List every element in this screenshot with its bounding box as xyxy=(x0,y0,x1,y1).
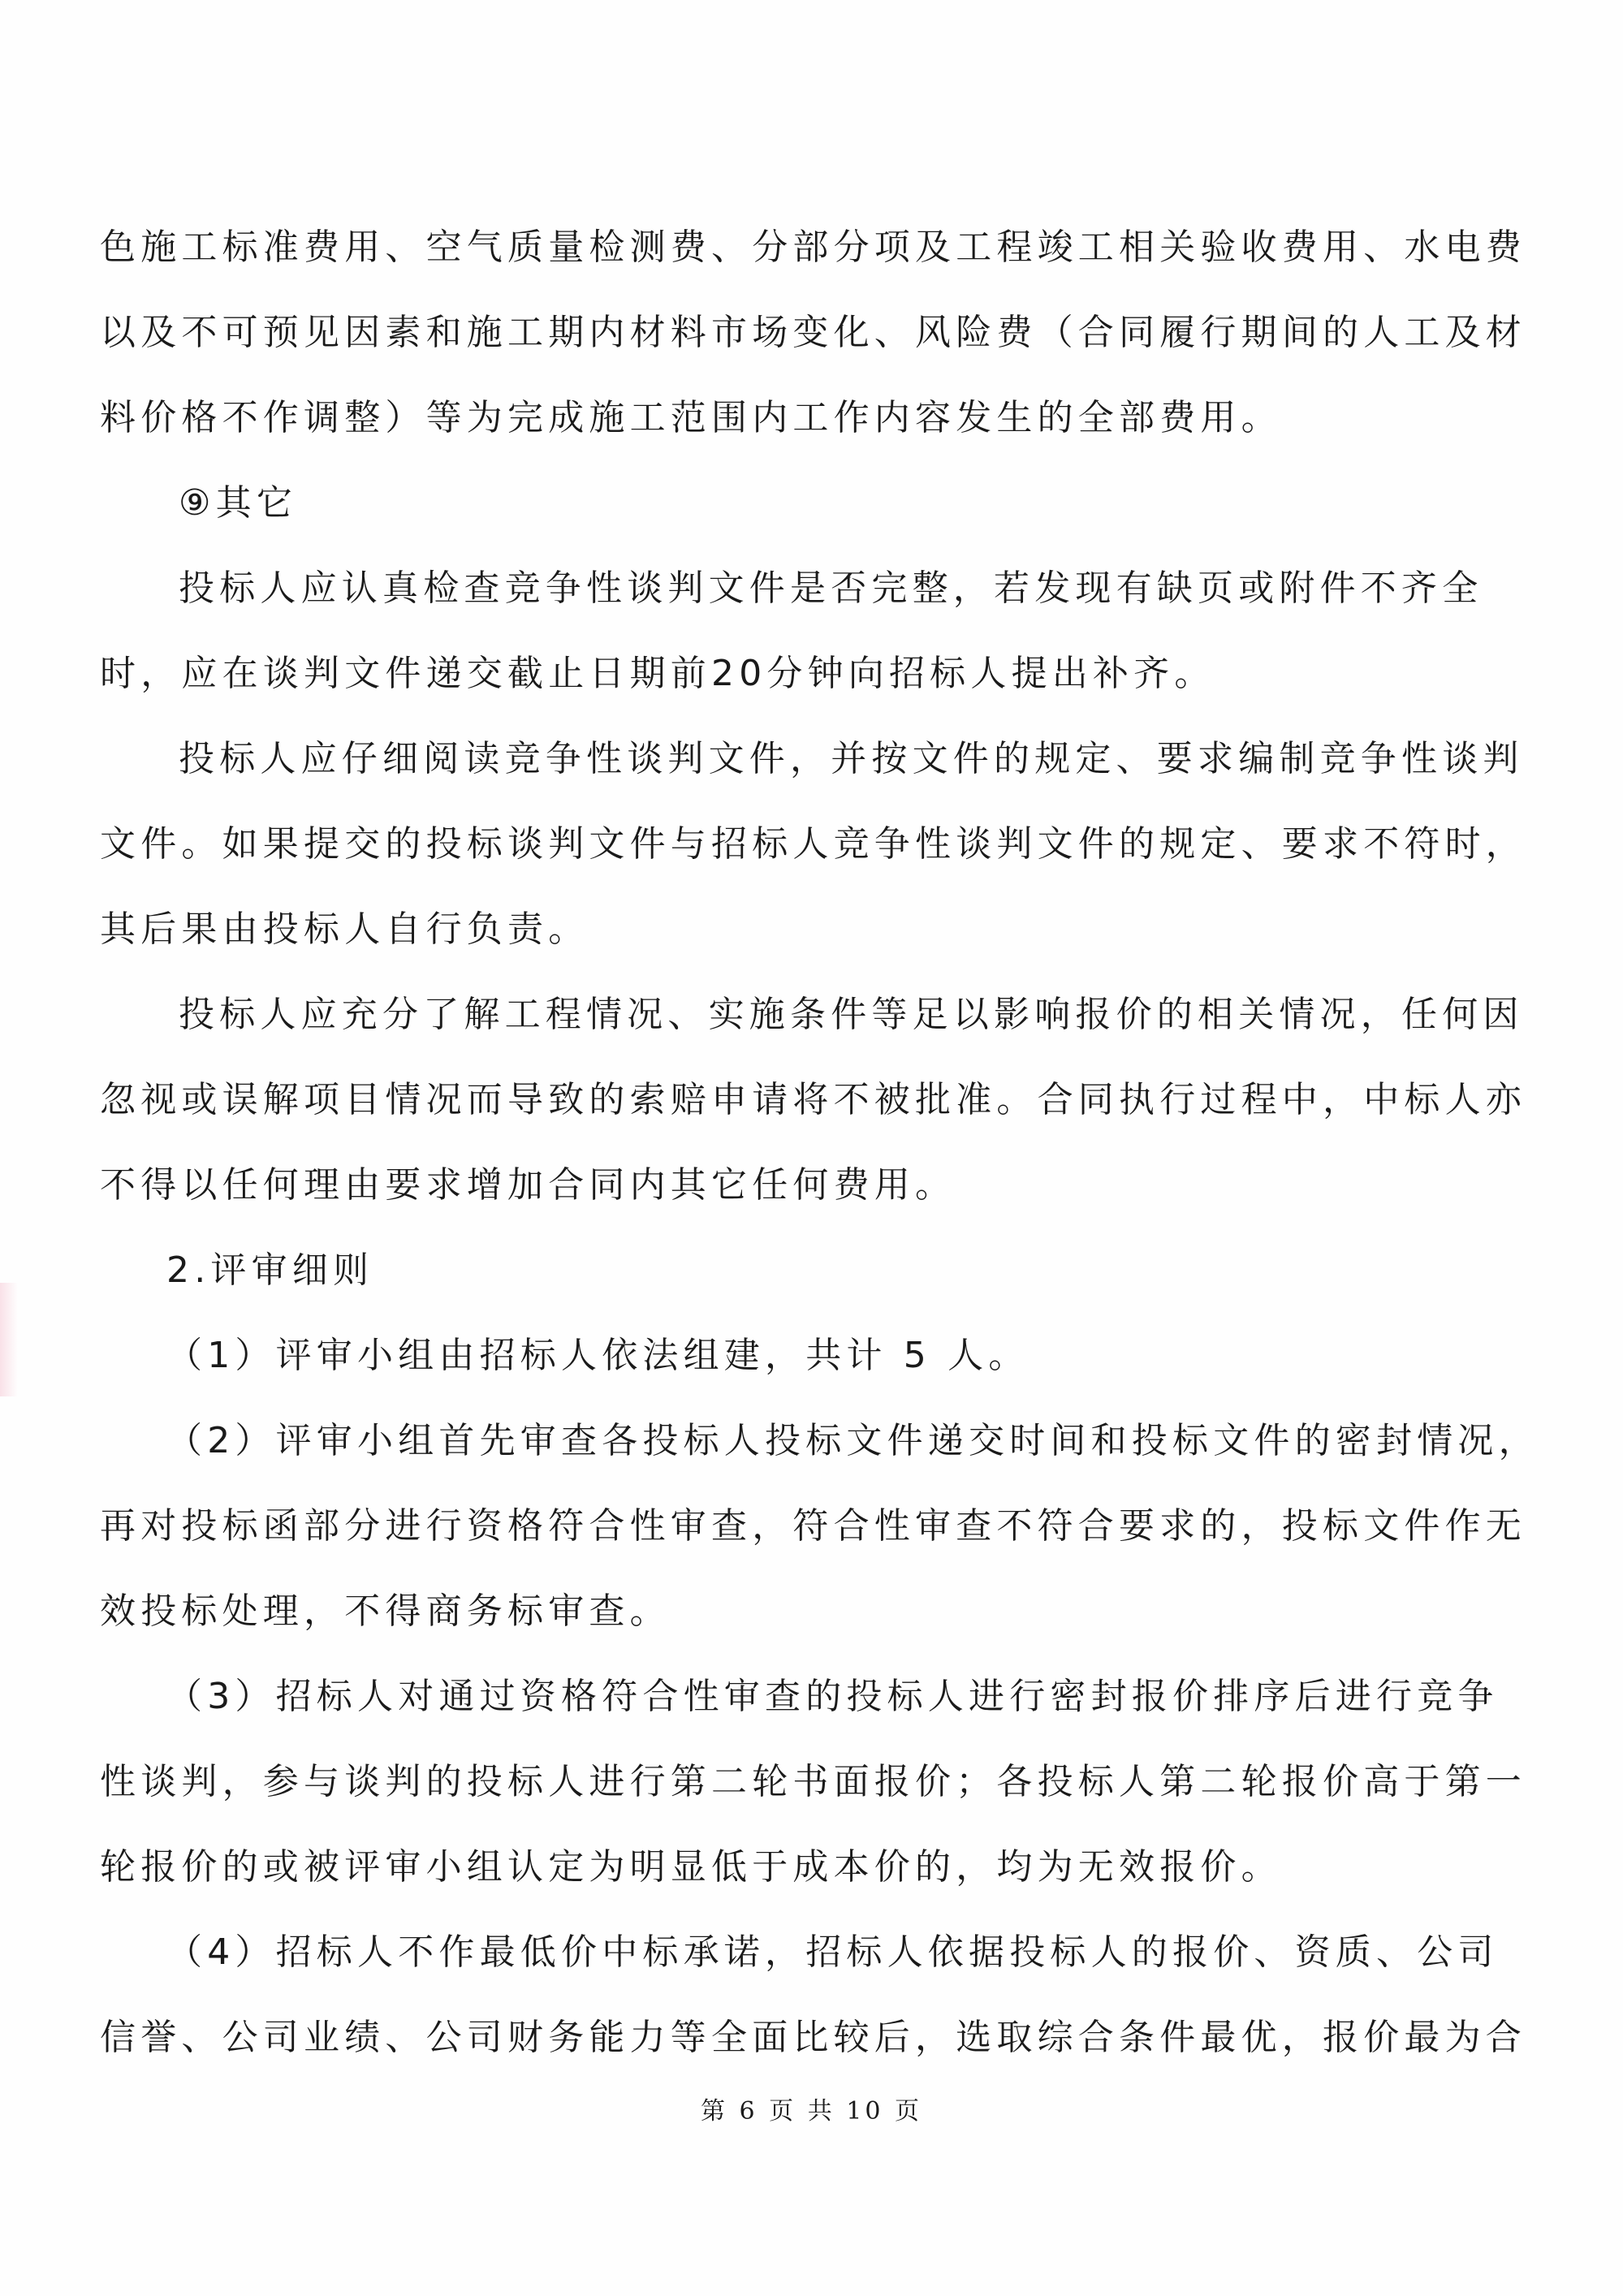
text-line: （4）招标人不作最低价中标承诺，招标人依据投标人的报价、资质、公司 xyxy=(166,1931,1499,1973)
text-line: 不得以任何理由要求增加合同内其它任何费用。 xyxy=(100,1164,956,1206)
text-line: （2）评审小组首先审查各投标人投标文件递交时间和投标文件的密封情况， xyxy=(166,1420,1539,1461)
text-line: 性谈判，参与谈判的投标人进行第二轮书面报价；各投标人第二轮报价高于第一 xyxy=(100,1761,1526,1802)
text-line: （3）招标人对通过资格符合性审查的投标人进行密封报价排序后进行竞争 xyxy=(166,1676,1499,1717)
text-line: 轮报价的或被评审小组认定为明显低于成本价的，均为无效报价。 xyxy=(100,1846,1282,1888)
text-line: 其后果由投标人自行负责。 xyxy=(100,908,589,950)
text-line: 投标人应认真检查竞争性谈判文件是否完整，若发现有缺页或附件不齐全 xyxy=(179,568,1483,609)
text-line: 投标人应充分了解工程情况、实施条件等足以影响报价的相关情况，任何因 xyxy=(179,994,1524,1035)
stamp-mark xyxy=(0,1283,18,1396)
text-line: 文件。如果提交的投标谈判文件与招标人竞争性谈判文件的规定、要求不符时， xyxy=(100,823,1526,865)
text-line: 以及不可预见因素和施工期内材料市场变化、风险费（合同履行期间的人工及材 xyxy=(100,312,1526,353)
text-line: 投标人应仔细阅读竞争性谈判文件，并按文件的规定、要求编制竞争性谈判 xyxy=(179,738,1524,779)
text-line: 忽视或误解项目情况而导致的索赔申请将不被批准。合同执行过程中，中标人亦 xyxy=(100,1079,1526,1120)
text-line: 料价格不作调整）等为完成施工范围内工作内容发生的全部费用。 xyxy=(100,397,1282,438)
section-heading-evaluation-rules: 2.评审细则 xyxy=(166,1249,374,1291)
text-line: 时，应在谈判文件递交截止日期前20分钟向招标人提出补齐。 xyxy=(100,653,1215,694)
document-body xyxy=(100,205,1539,2080)
text-line: （1）评审小组由招标人依法组建，共计 5 人。 xyxy=(166,1335,1029,1376)
text-line: 色施工标准费用、空气质量检测费、分部分项及工程竣工相关验收费用、水电费 xyxy=(100,227,1526,268)
page-number: 第 6 页 共 10 页 xyxy=(701,2097,922,2126)
text-line: 再对投标函部分进行资格符合性审查，符合性审查不符合要求的，投标文件作无 xyxy=(100,1505,1526,1547)
text-line: 效投标处理，不得商务标审查。 xyxy=(100,1590,671,1632)
text-line: 信誉、公司业绩、公司财务能力等全面比较后，选取综合条件最优，报价最为合 xyxy=(100,2017,1526,2058)
section-heading-other: ⑨其它 xyxy=(179,482,298,524)
